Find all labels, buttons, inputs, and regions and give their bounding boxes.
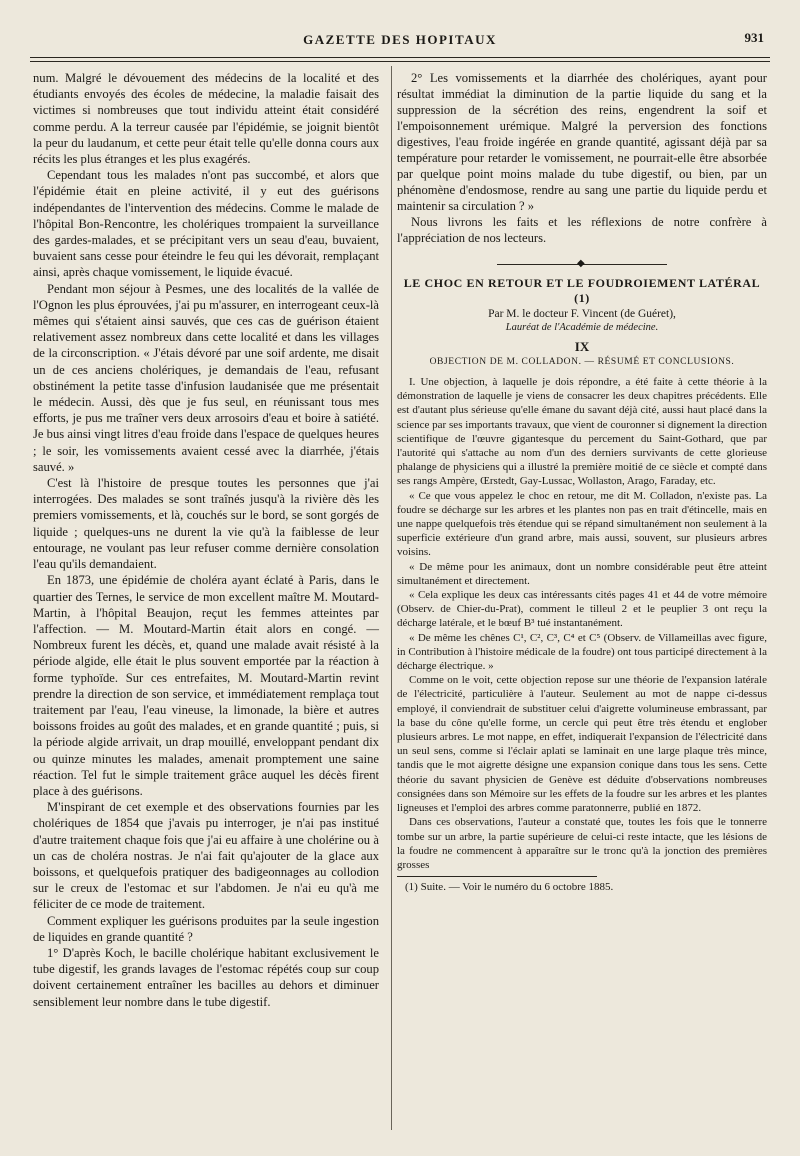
author-credential: Lauréat de l'Académie de médecine. — [505, 322, 659, 333]
paragraph: En 1873, une épidémie de choléra ayant éclaté à Paris, dans le quartier des Ternes, le service de mon excellent maître M. Moutard-Martin, à l'hôpital Beaujon, reçut les femmes atteintes par l'affection. — M. Moutard-Martin était alors en congé. — Nombreux furent les décès, et, quand une malade avait résisté à la période algide, elle était le plus souvent emportée par la réaction à forme typhoïde. Sur ces entrefaites, M. Moutard-Martin revint prendre la direction de son service, et immédiatement remplaça tout traitement par l'eau, l'eau vineuse, la limonade, la bière et autres boissons froides au goût des malades, et en grande quantité ; puis, si la période algide arrivait, un drap mouillé, enveloppant pendant dix ou quinze minutes les malades, amenait promptement une saine réaction. Tel fut le simple traitement grâce auquel les décès firent place à des guérisons. — [33, 573, 379, 798]
paragraph: Comme on le voit, cette objection repose sur une théorie de l'expansion latérale de l'électricité, particulière à l'auteur. Seulement au mot de nappe ci-dessus employé, il conviendrait de substituer celui d'aigrette volumineuse embrassant, par la base du cône qu'elle forme, un cercle qui peut être très étendu et englober plusieurs arbres. Le mot nappe, en effet, indiquerait l'expansion de l'électricité dans un seul sens, comme si l'éclair aplati se laminait en une large plaque très mince, tandis que le mot aigrette désigne une expansion conique dans tous les sens. Cette théorie du savant physicien de Genève est déduite d'observations nombreuses consignées dans son Mémoire sur les effets de la foudre sur les arbres et les plantes ligneuses et l'emploi des arbres comme paratonnerre, publié en 1872. — [397, 674, 767, 815]
article-author: Par M. le docteur F. Vincent (de Guéret), — [488, 308, 676, 320]
left-column — [33, 70, 379, 1010]
paragraph: M'inspirant de cet exemple et des observations fournies par les cholériques de 1854 que j'avais pu interroger, je n'ai pas institué d'autre traitement chaque fois que j'ai eu affaire à une cholérine ou à un cas de choléra nostras. Je n'ai fait qu'ajouter de la glace aux boissons, et quelquefois pratiquer des badigeonnages au collodion sur le creux de l'estomac et sur l'abdomen. Je n'ai eu qu'à me féliciter de ce mode de traitement. — [33, 800, 379, 912]
column-divider — [391, 66, 392, 1130]
header-rule — [30, 57, 770, 58]
header-rule-double — [30, 61, 770, 62]
footnote-rule — [397, 876, 597, 877]
paragraph: I. Une objection, à laquelle je dois répondre, a été faite à cette théorie à la démonstration de laquelle je viens de consacrer les deux chapitres précédents. Elle est d'autant plus sérieuse qu'elle émane du savant déjà cité, aussi haut placé dans la science par ses importants travaux, que vient de couronner si dignement la direction scientifique de l'œuvre gigantesque du percement du Saint-Gothard, que par l'autorité qui s'attache au nom d'un des derniers survivants de cette glorieuse phalange de physiciens qui a illustré la première moitié de ce siècle et compté dans ses rangs Ampère, Œrstedt, Gay-Lussac, Wollaston, Arago, Faraday, etc. — [397, 376, 767, 488]
paragraph: C'est là l'histoire de presque toutes les personnes que j'ai interrogées. Des malades se sont traînés jusqu'à la rivière dès les premiers vomissements, et là, couchés sur le bord, se sont gorgés de liquide ; quelques-uns ne durent la vie qu'à la faiblesse de leur entourage, ne voulant pas leur refuser comme dernière consolation l'eau qu'ils demandaient. — [33, 476, 379, 572]
paragraph: Nous livrons les faits et les réflexions de notre confrère à l'appréciation de nos lecteurs. — [397, 215, 767, 245]
footnote: (1) Suite. — Voir le numéro du 6 octobre 1885. — [405, 881, 614, 894]
section-number: IX — [574, 339, 590, 354]
paragraph: Cependant tous les malades n'ont pas succombé, et alors que l'épidémie était en pleine activité, il y eut des guérisons indépendantes de l'intervention des médecins. Comme le malade de l'hôpital Bon-Rencontre, les cholériques trompaient la surveillance des gardes-malades, et se précipitant vers un seau d'eau, buvaient, buvaient sans cesse pour éteindre le feu qui les dévorait, remplaçant ainsi, après chaque vomissement, le liquide évacué. — [33, 168, 379, 280]
paragraph: « De même pour les animaux, dont un nombre considérable peut être atteint simultanément et directement. — [397, 560, 767, 587]
section-subtitle: OBJECTION DE M. COLLADON. — RÉSUMÉ ET CONCLUSIONS. — [429, 357, 735, 367]
right-column — [397, 70, 767, 893]
journal-title: GAZETTE DES HOPITAUX — [303, 32, 497, 47]
article-title: LE CHOC EN RETOUR ET LE FOUDROIEMENT LATÉRAL (1) — [403, 276, 761, 305]
paragraph: Dans ces observations, l'auteur a constaté que, toutes les fois que le tonnerre tombe sur un arbre, la partie supérieure de celui-ci reste intacte, que les lésions de la foudre ne commencent à apparaître sur le tronc qu'à la jonction des premières grosses — [397, 816, 767, 871]
paragraph: 2° Les vomissements et la diarrhée des cholériques, ayant pour résultat immédiat la diminution de la partie liquide du sang et la suppression de la sécrétion des reins, engendrent la soif et l'empoisonnement urémique. Malgré la perversion des fonctions digestives, l'eau froide ingérée en grande quantité, agissant déjà par sa température pour retarder le vomissement, ne pourrait-elle être absorbée par quelque point moins malade du tube digestif, ou bien, par un phénomène d'endosmose, rendre au sang une partie du liquide perdu et maintenir sa circulation ? » — [397, 71, 767, 213]
paragraph: « Cela explique les deux cas intéressants cités pages 41 et 44 de votre mémoire (Observ. de Chier-du-Prat), comment le tilleul 2 et le peuplier 3 ont reçu la décharge latérale, et le bœuf B³ tué instantanément. — [397, 589, 767, 630]
article-separator: ◆ — [397, 258, 767, 270]
paragraph: num. Malgré le dévouement des médecins de la localité et des étudiants envoyés des écoles de médecine, la maladie faisait des victimes si nombreuses que tout individu atteint était considéré comme perdu. A la terreur causée par l'épidémie, se joignit bientôt la peur du laudanum, et cette peur était telle qu'elle donna cours aux récits les plus étranges et les plus exagérés. — [33, 71, 379, 167]
paragraph: « De même les chênes C¹, C², C³, C⁴ et C⁵ (Observ. de Villameillas avec figure, in Contribution à l'histoire médicale de la foudre) ont tous participé directement à la décharge électrique. » — [397, 631, 767, 673]
page-header — [30, 26, 770, 50]
page-number: 931 — [744, 30, 764, 45]
paragraph: Pendant mon séjour à Pesmes, une des localités de la vallée de l'Ognon les plus éprouvées, j'ai pu m'assurer, en interrogeant ceux-là mêmes qui s'étaient ainsi sauvés, que ces cas de guérison étaient relativement assez nombreux dans cette localité et dans les villages de la circonscription. « J'étais dévoré par une soif ardente, me disait un de ces anciens cholériques, je demandais de l'eau, refusant obstinément la petite tasse d'infusion laudanisée que me présentait le médecin. Aussi, dès que je fus seul, en réunissant tous mes efforts, je pus me traîner vers deux arrosoirs d'eau et boire à satiété. Je bus ainsi vingt litres d'eau froide dans l'espace de quelques heures ; le soir, les vomissements avaient cessé avec la diarrhée, j'étais sauvé. » — [33, 281, 379, 474]
paragraph: Comment expliquer les guérisons produites par la seule ingestion de liquides en grande quantité ? — [33, 913, 379, 944]
paragraph: « Ce que vous appelez le choc en retour, me dit M. Colladon, n'existe pas. La foudre se décharge sur les arbres et les plantes non pas en trait d'étincelle, mais en une nappe quelquefois très étendue qui se répand simultanément non seulement à la superficie extérieure d'un grand arbre, mais aussi, souvent, sur plusieurs arbres voisins. — [397, 489, 767, 559]
paragraph: 1° D'après Koch, le bacille cholérique habitant exclusivement le tube digestif, les grands lavages de l'estomac répétés coup sur coup doivent certainement entraîner les bacilles au dehors et diminuer sensiblement leur nombre dans le tube digestif. — [33, 945, 379, 1009]
